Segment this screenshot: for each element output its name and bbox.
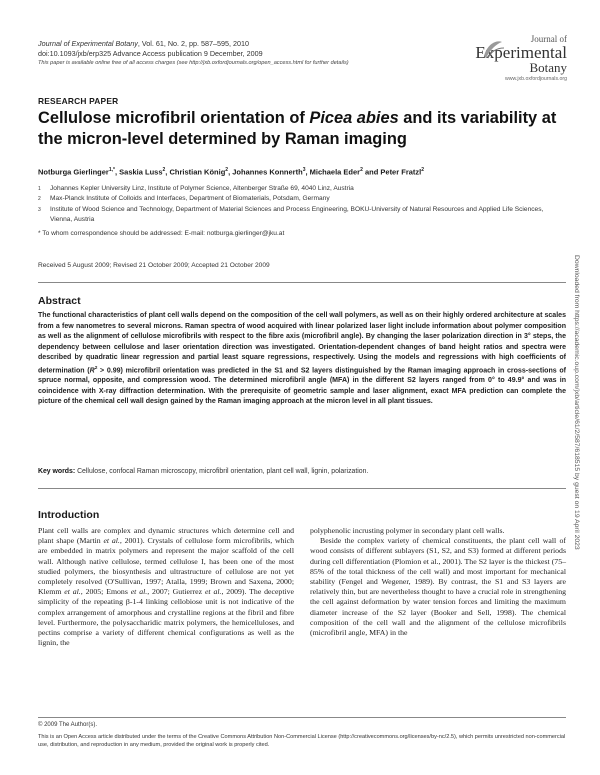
license-text: This is an Open Access article distributed under the terms of the Creative Commons Attribution Non-Commercial License (http://creativecommons.org/licenses/by-nc/2.5), which permits unrestricted non-commercial use, distribution, and reproduction in any medium, provided the original work is properly cited. [38, 734, 566, 749]
et-al: et al. [103, 536, 120, 546]
logo-line-2: Experimental [475, 43, 567, 62]
journal-citation [38, 39, 468, 49]
et-al: et al. [64, 587, 81, 597]
et-al: et al. [130, 587, 148, 597]
logo-url[interactable]: www.jxb.oxfordjournals.org [505, 76, 567, 82]
author-name: Peter Fratzl [380, 167, 422, 177]
affiliation-number: 3 [38, 206, 41, 213]
r-superscript: 2 [94, 365, 98, 371]
title-species: Picea abies [309, 109, 399, 127]
journal-details: , Vol. 61, No. 2, pp. 587–595, 2010 [137, 39, 249, 48]
text-run: , 2001). Crystals of cellulose form microfibrils, which are embedded in matrix polymers and represent the major scaffold of the cell wall. Although native cellulose, termed cellulose I, has been one of the most studied polymers, the biosynthesis and ultrastructure of cellulose are not yet completely resolved (O'Sullivan, 1997; Atalla, 1999; Brown and Saxena, 2000; Klemm [38, 536, 295, 597]
affiliation-item [38, 194, 558, 204]
doi-line[interactable]: doi:10.1093/jxb/erp325 Advance Access publication 9 December, 2009 [38, 49, 263, 58]
text-run: , 2009). The deceptive simplicity of the repeating β-1-4 linking cellobiose unit is not indicative of the complex arrangement of amorphous and crystalline regions at the fibril and fibre level. Furthermore, the polysaccharidic matrix polymers, the hemicelluloses, and pectins comprise a variety of different chemical configurations as well as the lignin, the [38, 587, 295, 648]
author-affil: 2 [360, 167, 363, 173]
author-affil: 3 [302, 167, 306, 173]
access-notice: This paper is available online free of all access charges (see http://jxb.oxfordjournals.org/open_access.html for further details) [38, 60, 349, 66]
download-notice[interactable]: Downloaded from https://academic.oup.com/jxb/article/61/2/587/618515 by guest on 19 April 2023 [573, 255, 580, 550]
affiliations [38, 184, 558, 239]
paper-title [38, 108, 558, 150]
affiliation-number: 1 [38, 186, 41, 192]
intro-paragraph: Beside the complex variety of chemical constituents, the plant cell wall of wood consists of different sublayers (S1, S2, and S3) formed at different periods during cell differentiation (Plomion et al., 2001). The S2 layer is the thickest (75–85% of the total thickness of the cell wall) and most important for mechanical stability (Fengel and Wegener, 1989). By contrast, the S1 and S3 layers are relatively thin, but are nevertheless thought to have a crucial role in strengthening the cell against deformation by water tension forces and limiting the maximum diameter increase of the S2 layer (Booker and Sell, 1998). The chemical composition of the cell wall and the alignment of the cellulose microfibrils (microfibril angle, MFA) in the [310, 536, 566, 638]
abstract-heading: Abstract [38, 295, 81, 307]
footer-divider [38, 717, 566, 718]
text-run: Plant cell walls are complex and dynamic structures which determine cell and plant shape (Martin [38, 526, 294, 546]
author-affil: 1,* [108, 167, 115, 173]
keywords [38, 467, 566, 477]
logo-line-1: Journal of [530, 34, 567, 44]
section-tag: RESEARCH PAPER [38, 96, 119, 106]
title-part-2: and its variability at the micron-level determined by Raman imaging [38, 109, 557, 148]
affiliation-text: Max-Planck Institute of Colloids and Interfaces, Department of Biomaterials, Potsdam, Germany [50, 195, 330, 203]
keywords-label: Key words: [38, 468, 76, 475]
journal-name: Journal of Experimental Botany [38, 39, 138, 48]
affiliation-item [38, 184, 558, 194]
r-symbol: R [89, 366, 95, 374]
affiliation-text: Institute of Wood Science and Technology, Department of Material Sciences and Process Engineering, BOKU-University of Natural Resources and Applied Life Sciences, Vienna, Austria [50, 205, 544, 224]
leaf-swirl-icon [480, 36, 506, 62]
affiliation-item [38, 205, 558, 226]
author-affil: 2 [162, 167, 166, 173]
author-name: Christian König [169, 167, 226, 177]
abstract-text [38, 311, 566, 408]
intro-paragraph: polyphenolic incrusting polymer in secondary plant cell walls. [310, 526, 505, 535]
title-part-1: Cellulose microfibril orientation of [38, 109, 310, 127]
author-list: Notburga Gierlinger$^{1,*}$, Saskia Luss$^2$, Christian König$^2$, Johannes Konnerth$^3$, Michaela Eder$^2$ and Peter Fratzl$^2$ [38, 167, 425, 177]
received-dates: Received 5 August 2009; Revised 21 October 2009; Accepted 21 October 2009 [38, 262, 270, 269]
journal-logo [472, 34, 567, 83]
introduction-heading: Introduction [38, 509, 100, 521]
author-name: Saskia Luss [119, 167, 163, 177]
keywords-text: Cellulose, confocal Raman microscopy, microfibril orientation, plant cell wall, lignin, polarization. [75, 468, 369, 475]
journal-header [38, 39, 468, 67]
author-affil: 2 [225, 167, 229, 173]
logo-line-3: Botany [529, 60, 567, 75]
text-run: , 2007; Gutierrez [147, 587, 205, 597]
affiliation-number: 2 [38, 196, 41, 203]
correspondence-note: * To whom correspondence should be addressed: E-mail: notburga.gierlinger@jku.at [38, 229, 285, 237]
et-al: et al. [204, 587, 222, 597]
column-right [310, 526, 566, 638]
text-run: , 2005; Emons [80, 587, 131, 597]
abstract-part-2: > 0.99) microfibril orientation was predicted in the S1 and S2 layers distinguished by the Raman imaging approach in cross-sections of spruce normal, opposite, and compression wood. The determined microfibril angle (MFA) in the different S2 layers ranged from 0° to 49.9° and was in coincidence with X-ray diffraction determination. With the prerequisite of geometric sample and laser alignment, exact MFA prediction can complete the picture of the chemical cell wall design gained by the Raman imaging approach at the micron level in all plant tissues. [38, 366, 567, 406]
author-name: Johannes Konnerth [232, 167, 303, 177]
copyright: © 2009 The Author(s). [38, 722, 98, 728]
author-name: Michaela Eder [309, 167, 361, 177]
divider [38, 488, 566, 489]
abstract-part-1: The functional characteristics of plant cell walls depend on the composition of the cell wall polymers, as well as on their highly ordered architecture at scales from a few nanometres to several microns. Raman spectra of wood acquired with linear polarized laser light include information about polymer composition as well as the alignment of cellulose microfibrils with respect to the fibre axis (microfibril angle). By changing the laser polarization direction in 3° steps, the dependency between cellulose and laser orientation direction was investigated. Orientation-dependent changes of band height ratios and spectra were described by quadratic linear regression and partial least square regressions, respectively. Using the models and regressions with high coefficients of determination ( [38, 312, 566, 374]
intro-paragraph [38, 526, 294, 648]
column-left [38, 526, 294, 648]
author-name: Notburga Gierlinger [38, 167, 109, 177]
affiliation-text: Johannes Kepler University Linz, Institute of Polymer Science, Altenberger Straße 69, 4040 Linz, Austria [50, 185, 354, 192]
author-affil: 2 [421, 167, 425, 173]
divider [38, 282, 566, 283]
